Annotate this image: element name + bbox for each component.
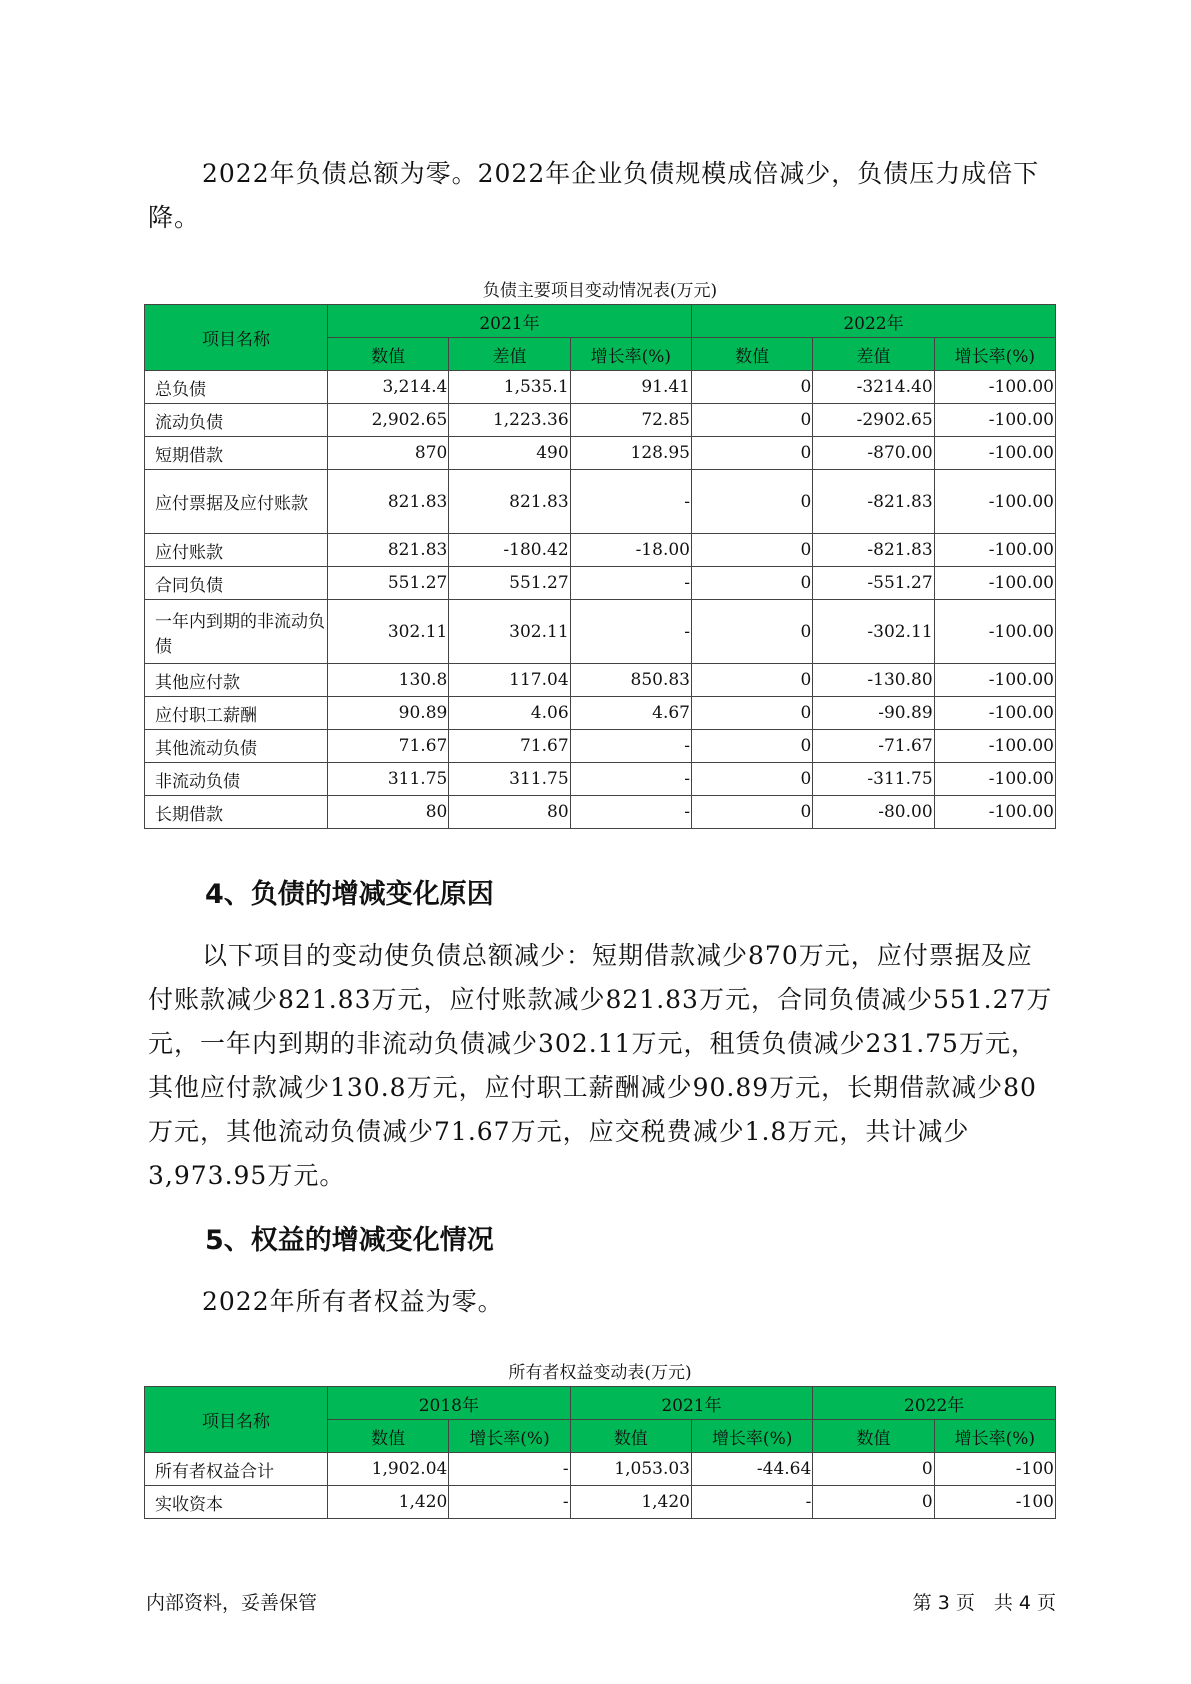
table-row (145, 404, 1056, 437)
cell-value: - (570, 730, 691, 763)
cell-value: -821.83 (813, 534, 934, 567)
cell-value: 91.41 (570, 371, 691, 404)
cell-value: -551.27 (813, 567, 934, 600)
cell-value: - (570, 763, 691, 796)
cell-value: 90.89 (328, 697, 449, 730)
cell-value: 1,535.1 (449, 371, 570, 404)
row-label: 其他应付款 (145, 664, 328, 697)
cell-value: 128.95 (570, 437, 691, 470)
row-label: 应付票据及应付账款 (145, 470, 328, 534)
cell-value: 72.85 (570, 404, 691, 437)
cell-value: -3214.40 (813, 371, 934, 404)
cell-value: 1,053.03 (570, 1453, 691, 1486)
cell-value: 870 (328, 437, 449, 470)
cell-value: 490 (449, 437, 570, 470)
cell-value: 821.83 (449, 470, 570, 534)
section5-paragraph: 2022年所有者权益为零。 (202, 1287, 504, 1316)
header-year: 2022年 (691, 305, 1055, 338)
header-subcol: 数值 (691, 338, 812, 371)
section4-heading: 4、负债的增减变化原因 (205, 879, 494, 910)
header-year: 2021年 (328, 305, 692, 338)
cell-value: 117.04 (449, 664, 570, 697)
table-row (145, 697, 1056, 730)
table-row (145, 763, 1056, 796)
cell-value: - (449, 1486, 570, 1519)
cell-value: 0 (691, 763, 812, 796)
table-row (145, 534, 1056, 567)
cell-value: 80 (328, 796, 449, 829)
header-subcol: 数值 (570, 1420, 691, 1453)
section5-heading: 5、权益的增减变化情况 (205, 1225, 494, 1256)
row-label: 非流动负债 (145, 763, 328, 796)
cell-value: -100.00 (934, 796, 1055, 829)
cell-value: 0 (691, 534, 812, 567)
header-subcol: 增长率(%) (934, 338, 1055, 371)
header-subcol: 数值 (328, 1420, 449, 1453)
header-year: 2021年 (570, 1387, 813, 1420)
cell-value: 0 (813, 1486, 934, 1519)
cell-value: -18.00 (570, 534, 691, 567)
header-subcol: 增长率(%) (570, 338, 691, 371)
cell-value: 0 (691, 567, 812, 600)
row-label: 总负债 (145, 371, 328, 404)
cell-value: -100.00 (934, 404, 1055, 437)
row-label: 合同负债 (145, 567, 328, 600)
cell-value: 311.75 (328, 763, 449, 796)
cell-value: -100.00 (934, 567, 1055, 600)
cell-value: -100.00 (934, 470, 1055, 534)
header-item-name: 项目名称 (145, 305, 328, 371)
cell-value: 0 (691, 437, 812, 470)
liabilities-table (144, 304, 1056, 829)
cell-value: -100.00 (934, 437, 1055, 470)
table-row (145, 437, 1056, 470)
cell-value: 3,214.4 (328, 371, 449, 404)
equity-table (144, 1386, 1056, 1519)
header-subcol: 数值 (328, 338, 449, 371)
cell-value: -44.64 (691, 1453, 812, 1486)
cell-value: 2,902.65 (328, 404, 449, 437)
table-row (145, 730, 1056, 763)
header-year: 2022年 (813, 1387, 1056, 1420)
header-year: 2018年 (328, 1387, 571, 1420)
cell-value: -2902.65 (813, 404, 934, 437)
cell-value: 0 (691, 371, 812, 404)
cell-value: -180.42 (449, 534, 570, 567)
cell-value: -100.00 (934, 730, 1055, 763)
cell-value: 0 (691, 697, 812, 730)
cell-value: -80.00 (813, 796, 934, 829)
table-row (145, 371, 1056, 404)
table-row (145, 567, 1056, 600)
row-label: 长期借款 (145, 796, 328, 829)
cell-value: -100.00 (934, 600, 1055, 664)
header-subcol: 增长率(%) (691, 1420, 812, 1453)
cell-value: -90.89 (813, 697, 934, 730)
cell-value: 80 (449, 796, 570, 829)
header-subcol: 数值 (813, 1420, 934, 1453)
cell-value: -311.75 (813, 763, 934, 796)
cell-value: 4.06 (449, 697, 570, 730)
row-label: 所有者权益合计 (145, 1453, 328, 1486)
cell-value: - (570, 600, 691, 664)
cell-value: -100 (934, 1486, 1055, 1519)
cell-value: - (691, 1486, 812, 1519)
cell-value: -870.00 (813, 437, 934, 470)
footer-confidential: 内部资料，妥善保管 (146, 1592, 318, 1614)
cell-value: 0 (691, 730, 812, 763)
cell-value: 0 (691, 796, 812, 829)
cell-value: 0 (691, 664, 812, 697)
cell-value: 821.83 (328, 534, 449, 567)
cell-value: 1,223.36 (449, 404, 570, 437)
cell-value: -821.83 (813, 470, 934, 534)
cell-value: 551.27 (328, 567, 449, 600)
header-subcol: 差值 (449, 338, 570, 371)
table2-caption: 所有者权益变动表(万元) (508, 1363, 692, 1383)
cell-value: - (570, 567, 691, 600)
cell-value: 0 (691, 404, 812, 437)
header-item-name: 项目名称 (145, 1387, 328, 1453)
cell-value: -100 (934, 1453, 1055, 1486)
cell-value: - (449, 1453, 570, 1486)
table-row (145, 796, 1056, 829)
row-label: 应付账款 (145, 534, 328, 567)
header-subcol: 差值 (813, 338, 934, 371)
cell-value: 0 (691, 470, 812, 534)
cell-value: 71.67 (328, 730, 449, 763)
cell-value: 1,420 (570, 1486, 691, 1519)
table-row (145, 600, 1056, 664)
footer-page-number: 第 3 页 共 4 页 (912, 1592, 1056, 1614)
cell-value: 1,902.04 (328, 1453, 449, 1486)
header-subcol: 增长率(%) (449, 1420, 570, 1453)
cell-value: - (570, 796, 691, 829)
intro-paragraph: 2022年负债总额为零。2022年企业负债规模成倍减少，负债压力成倍下降。 (148, 159, 1040, 232)
cell-value: -71.67 (813, 730, 934, 763)
row-label: 其他流动负债 (145, 730, 328, 763)
cell-value: - (570, 470, 691, 534)
cell-value: -100.00 (934, 763, 1055, 796)
row-label: 实收资本 (145, 1486, 328, 1519)
row-label: 一年内到期的非流动负债 (145, 600, 328, 664)
cell-value: -302.11 (813, 600, 934, 664)
table-row (145, 470, 1056, 534)
row-label: 短期借款 (145, 437, 328, 470)
cell-value: 850.83 (570, 664, 691, 697)
row-label: 流动负债 (145, 404, 328, 437)
cell-value: -100.00 (934, 664, 1055, 697)
cell-value: -100.00 (934, 534, 1055, 567)
cell-value: -130.80 (813, 664, 934, 697)
cell-value: -100.00 (934, 371, 1055, 404)
section4-paragraph: 以下项目的变动使负债总额减少：短期借款减少870万元，应付票据及应付账款减少821.83万元，应付账款减少821.83万元，合同负债减少551.27万元，一年内到期的非流动负债减少302.11万元，租赁负债减少231.75万元，其他应付款减少130.8万元，应付职工薪酬减少90.89万元，长期借款减少80万元，其他流动负债减少71.67万元，应交税费减少1.8万元，共计减少3,973.95万元。 (148, 941, 1053, 1190)
table-row (145, 1453, 1056, 1486)
cell-value: 4.67 (570, 697, 691, 730)
cell-value: 551.27 (449, 567, 570, 600)
header-subcol: 增长率(%) (934, 1420, 1055, 1453)
cell-value: 302.11 (449, 600, 570, 664)
cell-value: 0 (691, 600, 812, 664)
cell-value: 821.83 (328, 470, 449, 534)
table-row (145, 664, 1056, 697)
row-label: 应付职工薪酬 (145, 697, 328, 730)
cell-value: 0 (813, 1453, 934, 1486)
cell-value: 130.8 (328, 664, 449, 697)
cell-value: 71.67 (449, 730, 570, 763)
cell-value: 311.75 (449, 763, 570, 796)
table1-caption: 负债主要项目变动情况表(万元) (482, 281, 718, 301)
table-row (145, 1486, 1056, 1519)
cell-value: 302.11 (328, 600, 449, 664)
cell-value: 1,420 (328, 1486, 449, 1519)
cell-value: -100.00 (934, 697, 1055, 730)
